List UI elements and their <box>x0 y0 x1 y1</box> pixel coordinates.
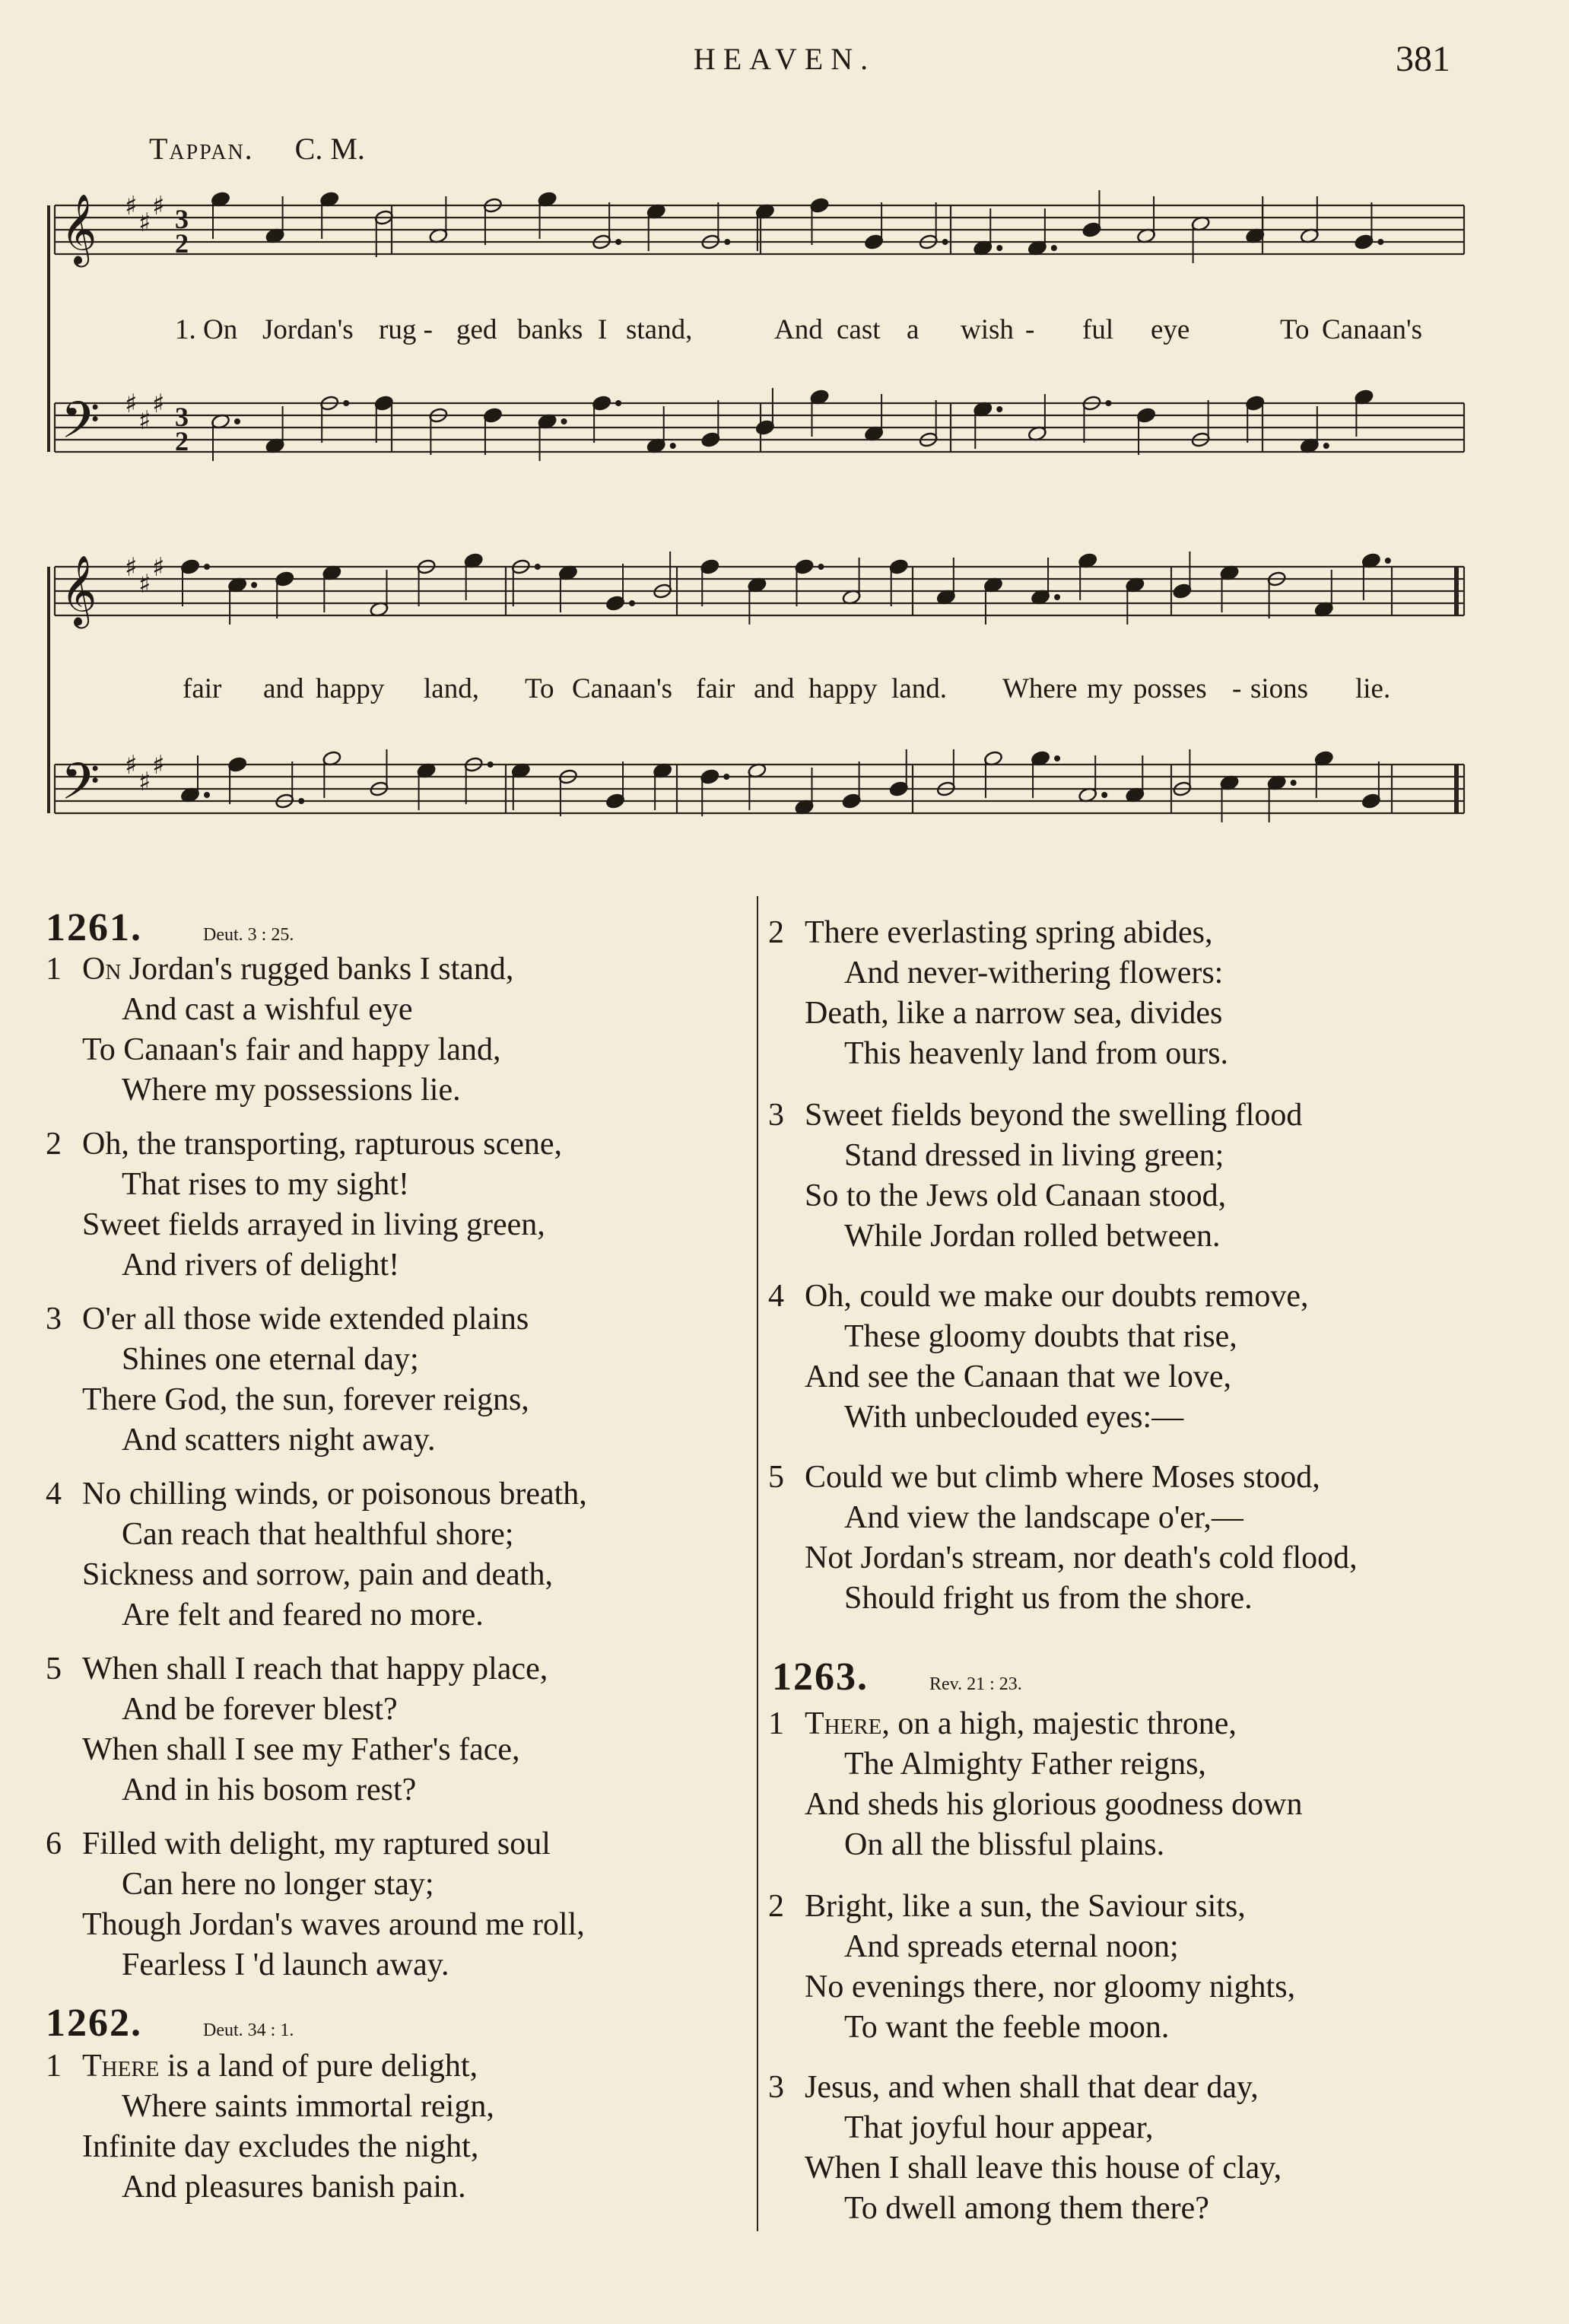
dot <box>818 564 824 570</box>
verse-line: So to the Jews old Canaan stood, <box>805 1178 1227 1213</box>
scripture-reference: Deut. 34 : 1. <box>203 2020 294 2040</box>
hymn-number: 1261. <box>46 906 142 949</box>
verse-line: When I shall leave this house of clay, <box>805 2151 1282 2186</box>
sharp-sign: ♯ <box>152 552 165 583</box>
time-signature: 2 <box>175 426 189 456</box>
stanza-number: 3 <box>46 1302 62 1337</box>
page-number: 381 <box>1396 39 1450 79</box>
dot <box>1051 246 1056 251</box>
verse-line: When shall I reach that happy place, <box>82 1652 548 1687</box>
dot <box>1323 443 1329 449</box>
verse-line: Oh, could we make our doubts remove, <box>805 1279 1309 1314</box>
stanza-number: 3 <box>768 1098 784 1133</box>
verse-line: Stand dressed in living green; <box>844 1138 1224 1173</box>
scripture-reference: Rev. 21 : 23. <box>929 1674 1022 1694</box>
stanza-number: 4 <box>46 1477 62 1512</box>
lyric-syllable: - <box>1232 673 1242 704</box>
hymn-header <box>46 2001 294 2046</box>
stanza <box>768 913 1475 1074</box>
lyric-syllable: rug - <box>379 314 433 345</box>
verse-line: And view the landscape o'er,— <box>844 1500 1243 1535</box>
dot <box>725 240 730 245</box>
first-word: There <box>82 2049 160 2084</box>
dot <box>205 564 210 570</box>
dot <box>997 246 1002 251</box>
dot <box>1106 401 1111 406</box>
stanza <box>768 1704 1475 1865</box>
lyric-syllable: and <box>263 673 304 704</box>
lyric-syllable: posses <box>1133 673 1207 704</box>
sharp-sign: ♯ <box>138 405 151 436</box>
verse-line: Bright, like a sun, the Saviour sits, <box>805 1889 1246 1924</box>
verse-line: Filled with delight, my raptured soul <box>82 1826 551 1861</box>
verse-line: And spreads eternal noon; <box>844 1929 1179 1964</box>
page-header-title: HEAVEN. <box>693 42 876 76</box>
tune-name: Tappan. <box>149 132 254 166</box>
sharp-sign: ♯ <box>125 750 138 780</box>
verse-line: Can here no longer stay; <box>122 1867 434 1902</box>
verse-line: Can reach that healthful shore; <box>122 1517 514 1552</box>
verse-text: , on a high, majestic throne, <box>881 1706 1237 1741</box>
dot <box>1055 595 1060 600</box>
stanza <box>46 1474 753 1636</box>
verse-line: There everlasting spring abides, <box>805 915 1213 950</box>
dot <box>344 401 349 406</box>
sharp-sign: ♯ <box>138 208 151 238</box>
hymn-number: 1263. <box>772 1655 869 1699</box>
lyric-syllable: happy <box>808 673 878 704</box>
dot <box>942 240 948 245</box>
lyric-syllable: eye <box>1151 314 1190 345</box>
verse-line: With unbeclouded eyes:— <box>844 1400 1184 1435</box>
dot <box>1385 558 1390 564</box>
sharp-sign: ♯ <box>125 191 138 221</box>
lyric-syllable: Jordan's <box>262 314 354 345</box>
stanza <box>46 1824 753 1985</box>
dot <box>1102 793 1107 798</box>
verse-line: To dwell among them there? <box>844 2191 1209 2226</box>
verse-line: This heavenly land from ours. <box>844 1036 1229 1071</box>
column-divider <box>757 896 758 2231</box>
stanza <box>46 1299 753 1461</box>
lyric-syllable: 1. On <box>175 314 238 345</box>
lyric-syllable: wish <box>961 314 1014 345</box>
verse-line: And see the Canaan that we love, <box>805 1359 1231 1394</box>
lyric-syllable: ful <box>1082 314 1114 345</box>
verse-line: No chilling winds, or poisonous breath, <box>82 1477 587 1512</box>
dot <box>616 401 621 406</box>
treble-clef: 𝄞 <box>61 555 97 625</box>
verse-line: And in his bosom rest? <box>122 1772 417 1807</box>
treble-clef: 𝄞 <box>61 193 97 264</box>
stanza-number: 5 <box>46 1652 62 1687</box>
first-word: There <box>805 1706 882 1741</box>
time-signature: 3 <box>175 204 189 234</box>
verse-line: Oh, the transporting, rapturous scene, <box>82 1127 563 1162</box>
verse-line: That rises to my sight! <box>122 1167 409 1202</box>
stanza-number: 6 <box>46 1826 62 1861</box>
verse-line: Where saints immortal reign, <box>122 2089 494 2124</box>
verse-line <box>82 2046 478 2087</box>
dot <box>299 799 304 804</box>
stanza-number: 1 <box>46 952 62 987</box>
verse-line: Should fright us from the shore. <box>844 1581 1253 1616</box>
bass-clef: 𝄢 <box>61 752 100 823</box>
verse-line: No evenings there, nor gloomy nights, <box>805 1970 1296 2004</box>
stanza-number: 4 <box>768 1279 784 1314</box>
verse-line: Are felt and feared no more. <box>122 1598 484 1633</box>
dot <box>997 407 1002 412</box>
lyric-syllable: And <box>774 314 823 345</box>
lyric-syllable: happy <box>316 673 385 704</box>
lyric-syllable: cast <box>837 314 881 345</box>
hymn-number: 1262. <box>46 2001 142 2045</box>
stanza-number: 3 <box>768 2070 784 2105</box>
dot <box>724 774 729 780</box>
stanza <box>46 1649 753 1811</box>
dot <box>1378 240 1383 245</box>
lyric-syllable: my <box>1087 673 1123 704</box>
verse-line: Not Jordan's stream, nor death's cold flood, <box>805 1540 1358 1575</box>
dot <box>535 564 540 570</box>
lyric-syllable: fair <box>183 673 222 704</box>
verse-line: And scatters night away. <box>122 1423 436 1458</box>
stanza <box>768 2068 1475 2229</box>
stanza <box>46 2046 753 2208</box>
dot <box>252 583 257 588</box>
stanza-number: 5 <box>768 1460 784 1495</box>
verse-line: And rivers of delight! <box>122 1248 400 1283</box>
verse-line <box>82 949 513 990</box>
lyric-syllable: Canaan's <box>1322 314 1423 345</box>
sharp-sign: ♯ <box>152 389 165 419</box>
stanza-number: 2 <box>46 1127 62 1162</box>
verse-line: And be forever blest? <box>122 1692 398 1727</box>
lyric-syllable: fair <box>696 673 735 704</box>
verse-line: These gloomy doubts that rise, <box>844 1319 1237 1354</box>
verse-line: To Canaan's fair and happy land, <box>82 1032 501 1067</box>
verse-line: The Almighty Father reigns, <box>844 1747 1206 1782</box>
verse-line: There God, the sun, forever reigns, <box>82 1382 529 1417</box>
stanza-number: 1 <box>768 1706 784 1741</box>
lyric-syllable: sions <box>1250 673 1309 704</box>
hymn-header <box>46 905 294 950</box>
sharp-sign: ♯ <box>152 750 165 780</box>
verse-line: And never-withering flowers: <box>844 955 1224 990</box>
stanza-number: 1 <box>46 2049 62 2084</box>
verse-line: On all the blissful plains. <box>844 1827 1165 1862</box>
dot <box>630 601 635 606</box>
verse-line: Jesus, and when shall that dear day, <box>805 2070 1259 2105</box>
dot <box>205 793 210 798</box>
stanza <box>768 1276 1475 1438</box>
stanza <box>768 1887 1475 2048</box>
lyric-syllable: land. <box>891 673 947 704</box>
verse-line: Sickness and sorrow, pain and death, <box>82 1557 553 1592</box>
verse-line: Though Jordan's waves around me roll, <box>82 1907 585 1942</box>
lyric-syllable: Where <box>1002 673 1078 704</box>
verse-line: Sweet fields beyond the swelling flood <box>805 1098 1303 1133</box>
verse-line: And cast a wishful eye <box>122 992 413 1027</box>
verse-line: While Jordan rolled between. <box>844 1219 1221 1254</box>
lyric-syllable: To <box>525 673 554 704</box>
verse-line: And pleasures banish pain. <box>122 2170 466 2205</box>
lyric-syllable: stand, <box>626 314 693 345</box>
verse-text: Jordan's rugged banks I stand, <box>121 952 514 987</box>
lyric-syllable: Canaan's <box>572 673 673 704</box>
lyric-syllable: land, <box>424 673 479 704</box>
stanza <box>46 949 753 1111</box>
lyric-syllable: I <box>598 314 608 345</box>
verse-line: That joyful hour appear, <box>844 2110 1154 2145</box>
verse-text: is a land of pure delight, <box>159 2049 478 2084</box>
dot <box>670 443 675 449</box>
scripture-reference: Deut. 3 : 25. <box>203 925 294 945</box>
dot <box>1055 756 1060 761</box>
lyric-syllable: ged <box>456 314 497 345</box>
lyric-syllable: a <box>907 314 919 345</box>
lyric-syllable: To <box>1280 314 1310 345</box>
stanza <box>768 1458 1475 1619</box>
verse-line: And sheds his glorious goodness down <box>805 1787 1303 1822</box>
verse-line: O'er all those wide extended plains <box>82 1302 529 1337</box>
stanza-number: 2 <box>768 1889 784 1924</box>
lyric-syllable: and <box>754 673 795 704</box>
music-score <box>0 0 1569 882</box>
verse-line: Fearless I 'd launch away. <box>122 1947 449 1982</box>
sharp-sign: ♯ <box>125 389 138 419</box>
verse-line: To want the feeble moon. <box>844 2010 1170 2045</box>
sharp-sign: ♯ <box>138 569 151 599</box>
sharp-sign: ♯ <box>125 552 138 583</box>
first-word: On <box>82 952 122 987</box>
verse-line: Shines one eternal day; <box>122 1342 419 1377</box>
lyric-syllable: - <box>1025 314 1035 345</box>
verse-line: Infinite day excludes the night, <box>82 2129 479 2164</box>
dot <box>235 419 240 424</box>
stanza-number: 2 <box>768 915 784 950</box>
tune-meter: C. M. <box>294 132 365 166</box>
verse-line: Death, like a narrow sea, divides <box>805 996 1223 1031</box>
lyric-syllable: lie. <box>1355 673 1391 704</box>
dot <box>1291 780 1296 786</box>
dot <box>616 240 621 245</box>
lyric-syllable: banks <box>517 314 583 345</box>
sharp-sign: ♯ <box>138 767 151 797</box>
stanza <box>46 1124 753 1286</box>
verse-line <box>805 1704 1237 1744</box>
stanza <box>768 1095 1475 1257</box>
time-signature: 3 <box>175 402 189 432</box>
verse-line: When shall I see my Father's face, <box>82 1732 520 1767</box>
sharp-sign: ♯ <box>152 191 165 221</box>
bass-clef: 𝄢 <box>61 391 100 462</box>
verse-line: Could we but climb where Moses stood, <box>805 1460 1320 1495</box>
verse-line: Sweet fields arrayed in living green, <box>82 1207 545 1242</box>
time-signature: 2 <box>175 228 189 259</box>
hymn-header <box>772 1655 1022 1699</box>
dot <box>561 419 567 424</box>
dot <box>488 762 493 768</box>
verse-line: Where my possessions lie. <box>122 1073 461 1108</box>
